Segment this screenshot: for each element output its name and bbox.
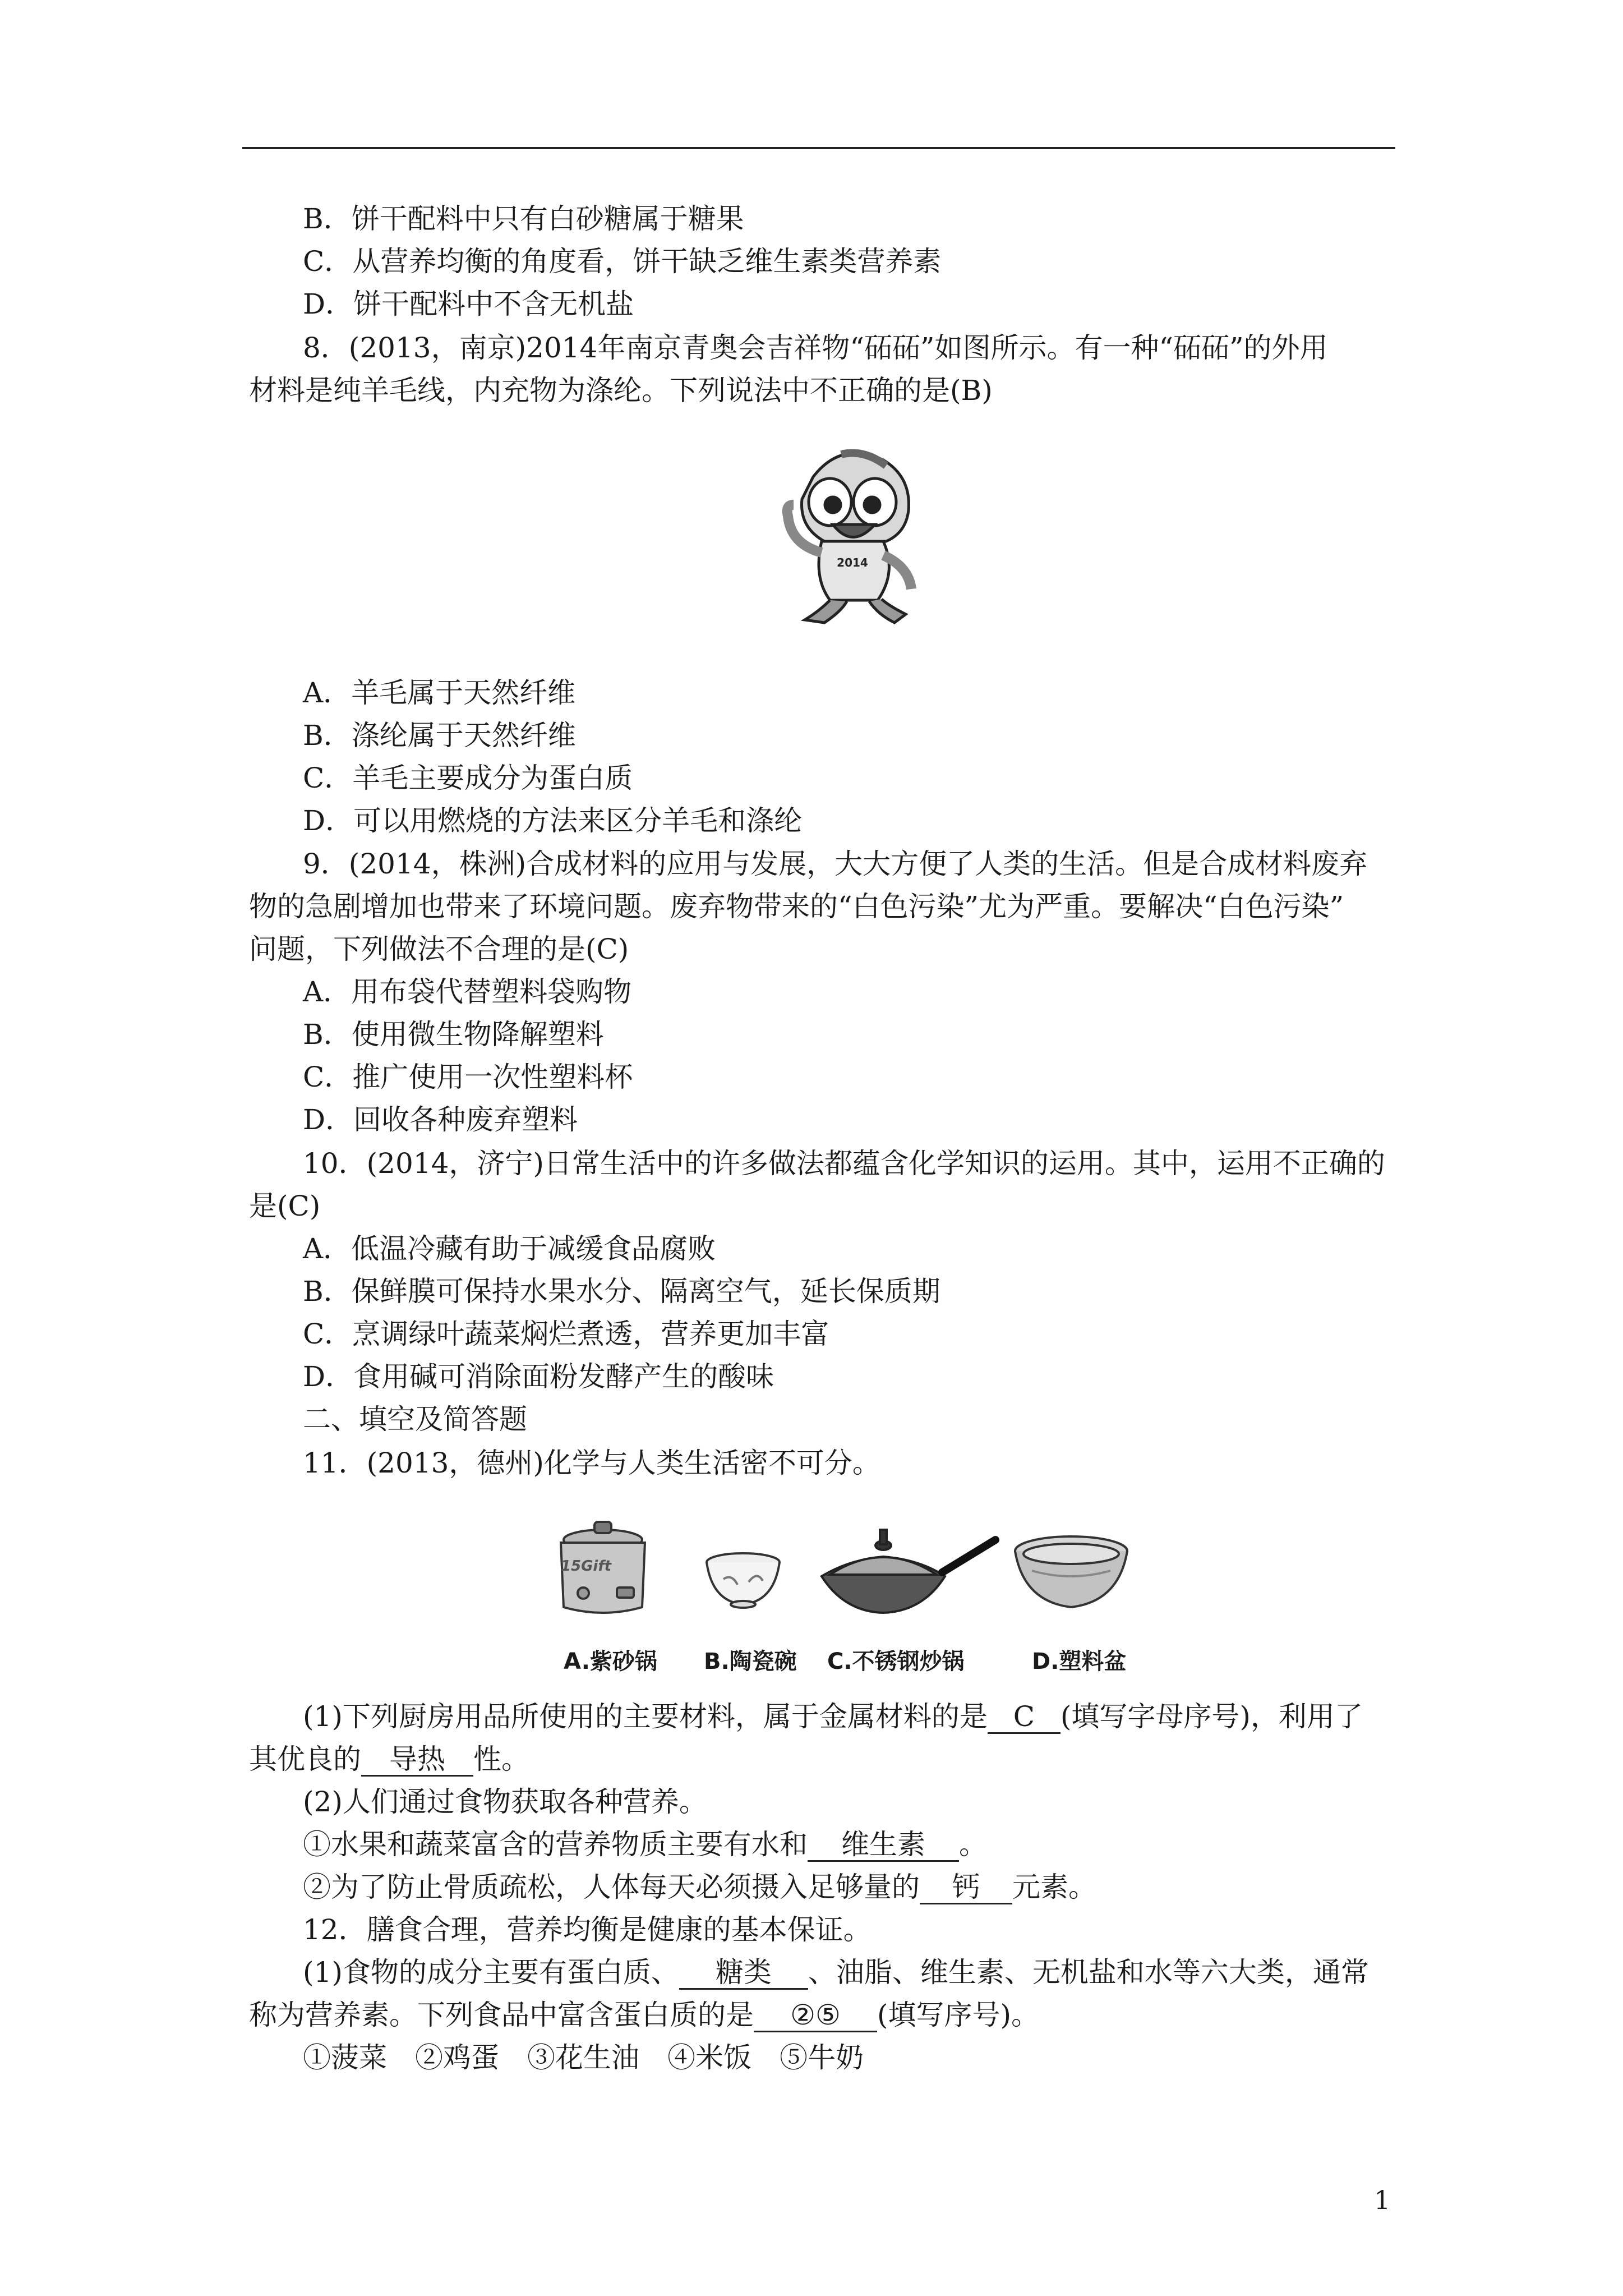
q12-food-options: ①菠菜 ②鸡蛋 ③花生油 ④米饭 ⑤牛奶 [303,2041,864,2074]
q9-stem-line3: 问题，下列做法不合理的是(C) [249,933,629,965]
wok-figure [816,1512,1001,1618]
q12-part1-text-2: 、油脂、维生素、无机盐和水等六大类，通常 [808,1956,1369,1989]
page-number: 1 [1374,2185,1391,2215]
q8-option-a: A．羊毛属于天然纤维 [303,677,576,709]
q7-option-c: C．从营养均衡的角度看，饼干缺乏维生素类营养素 [303,245,942,278]
q7-option-d: D．饼干配料中不含无机盐 [303,288,634,320]
q11-part1-line2 [249,1742,529,1777]
q11-part1-line1 [303,1700,1363,1734]
clay-pot-figure [552,1517,653,1618]
q8-option-d: D．可以用燃烧的方法来区分羊毛和涤纶 [303,804,803,837]
q12-answer-blank-1: 糖类 [679,1957,808,1990]
q11-answer-blank-1: C [988,1701,1061,1734]
q10-option-c: C．烹调绿叶蔬菜焖烂煮透，营养更加丰富 [303,1318,829,1350]
q11-part1-text-4: 性。 [473,1743,529,1775]
q9-option-c: C．推广使用一次性塑料杯 [303,1061,633,1093]
q11-answer-blank-4: 钙 [920,1871,1012,1904]
q9-stem-line2: 物的急剧增加也带来了环境问题。废弃物带来的“白色污染”尤为严重。要解决“白色污染” [249,890,1344,923]
q12-part1-text: (1)食物的成分主要有蛋白质、 [303,1956,679,1989]
mascot-badge-text: 2014 [837,556,868,569]
q11-answer-blank-2: 导热 [361,1743,473,1777]
q7-option-b: B．饼干配料中只有白砂糖属于糖果 [303,203,744,235]
q10-stem-line2: 是(C) [249,1190,321,1222]
q8-option-c: C．羊毛主要成分为蛋白质 [303,762,633,794]
q12-part1-line2 [249,1998,1039,2032]
q11-part2a-text-2: 。 [959,1828,987,1861]
mascot-figure [757,443,948,628]
q11-part1-text-2: (填写字母序号)，利用了 [1060,1700,1363,1733]
q11-part2b-text-2: 元素。 [1012,1871,1096,1903]
q12-answer-blank-2: ②⑤ [754,1999,877,2032]
section-heading: 二、填空及简答题 [303,1403,527,1435]
caption-clay-pot: A.紫砂锅 [564,1649,657,1674]
caption-plastic-basin: D.塑料盆 [1032,1649,1127,1674]
q11-part1-text: (1)下列厨房用品所使用的主要材料，属于金属材料的是 [303,1700,988,1733]
q9-stem-line1: 9．(2014，株洲)合成材料的应用与发展，大大方便了人类的生活。但是合成材料废弃 [303,848,1368,880]
plastic-basin-figure [1009,1531,1133,1616]
q12-stem: 12．膳食合理，营养均衡是健康的基本保证。 [303,1913,872,1946]
q10-option-b: B．保鲜膜可保持水果水分、隔离空气，延长保质期 [303,1275,940,1308]
q10-option-a: A．低温冷藏有助于减缓食品腐败 [303,1232,716,1265]
q11-stem: 11．(2013，德州)化学与人类生活密不可分。 [303,1447,880,1479]
pot-brand-text: 15Gift [560,1558,612,1575]
q12-part1-line1 [303,1955,1369,1990]
q11-part2-a [303,1828,987,1862]
q10-stem-line1: 10．(2014，济宁)日常生活中的许多做法都蕴含化学知识的运用。其中，运用不正确的 [303,1147,1385,1180]
caption-ceramic-bowl: B.陶瓷碗 [704,1649,797,1674]
q11-part2-b [303,1870,1096,1904]
q9-option-b: B．使用微生物降解塑料 [303,1018,604,1051]
q11-part2b-text: ②为了防止骨质疏松，人体每天必须摄入足够量的 [303,1871,920,1903]
q11-part1-text-3: 其优良的 [249,1743,361,1775]
q9-option-d: D．回收各种废弃塑料 [303,1103,578,1136]
q11-answer-blank-3: 维生素 [808,1829,959,1862]
q11-part2a-text: ①水果和蔬菜富含的营养物质主要有水和 [303,1828,808,1861]
q8-stem-line1: 8．(2013，南京)2014年南京青奥会吉祥物“砳砳”如图所示。有一种“砳砳”的外用 [303,332,1328,364]
q10-option-d: D．食用碱可消除面粉发酵产生的酸味 [303,1360,774,1393]
q9-option-a: A．用布袋代替塑料袋购物 [303,976,632,1008]
q8-stem-line2: 材料是纯羊毛线，内充物为涤纶。下列说法中不正确的是(B) [249,374,993,407]
ceramic-bowl-figure [701,1548,785,1610]
q12-part1-text-4: (填写序号)。 [877,1999,1040,2031]
caption-wok: C.不锈钢炒锅 [827,1649,965,1674]
q11-part2: (2)人们通过食物获取各种营养。 [303,1786,707,1818]
header-rule [242,147,1395,149]
q12-part1-text-3: 称为营养素。下列食品中富含蛋白质的是 [249,1999,754,2031]
q8-option-b: B．涤纶属于天然纤维 [303,719,576,752]
